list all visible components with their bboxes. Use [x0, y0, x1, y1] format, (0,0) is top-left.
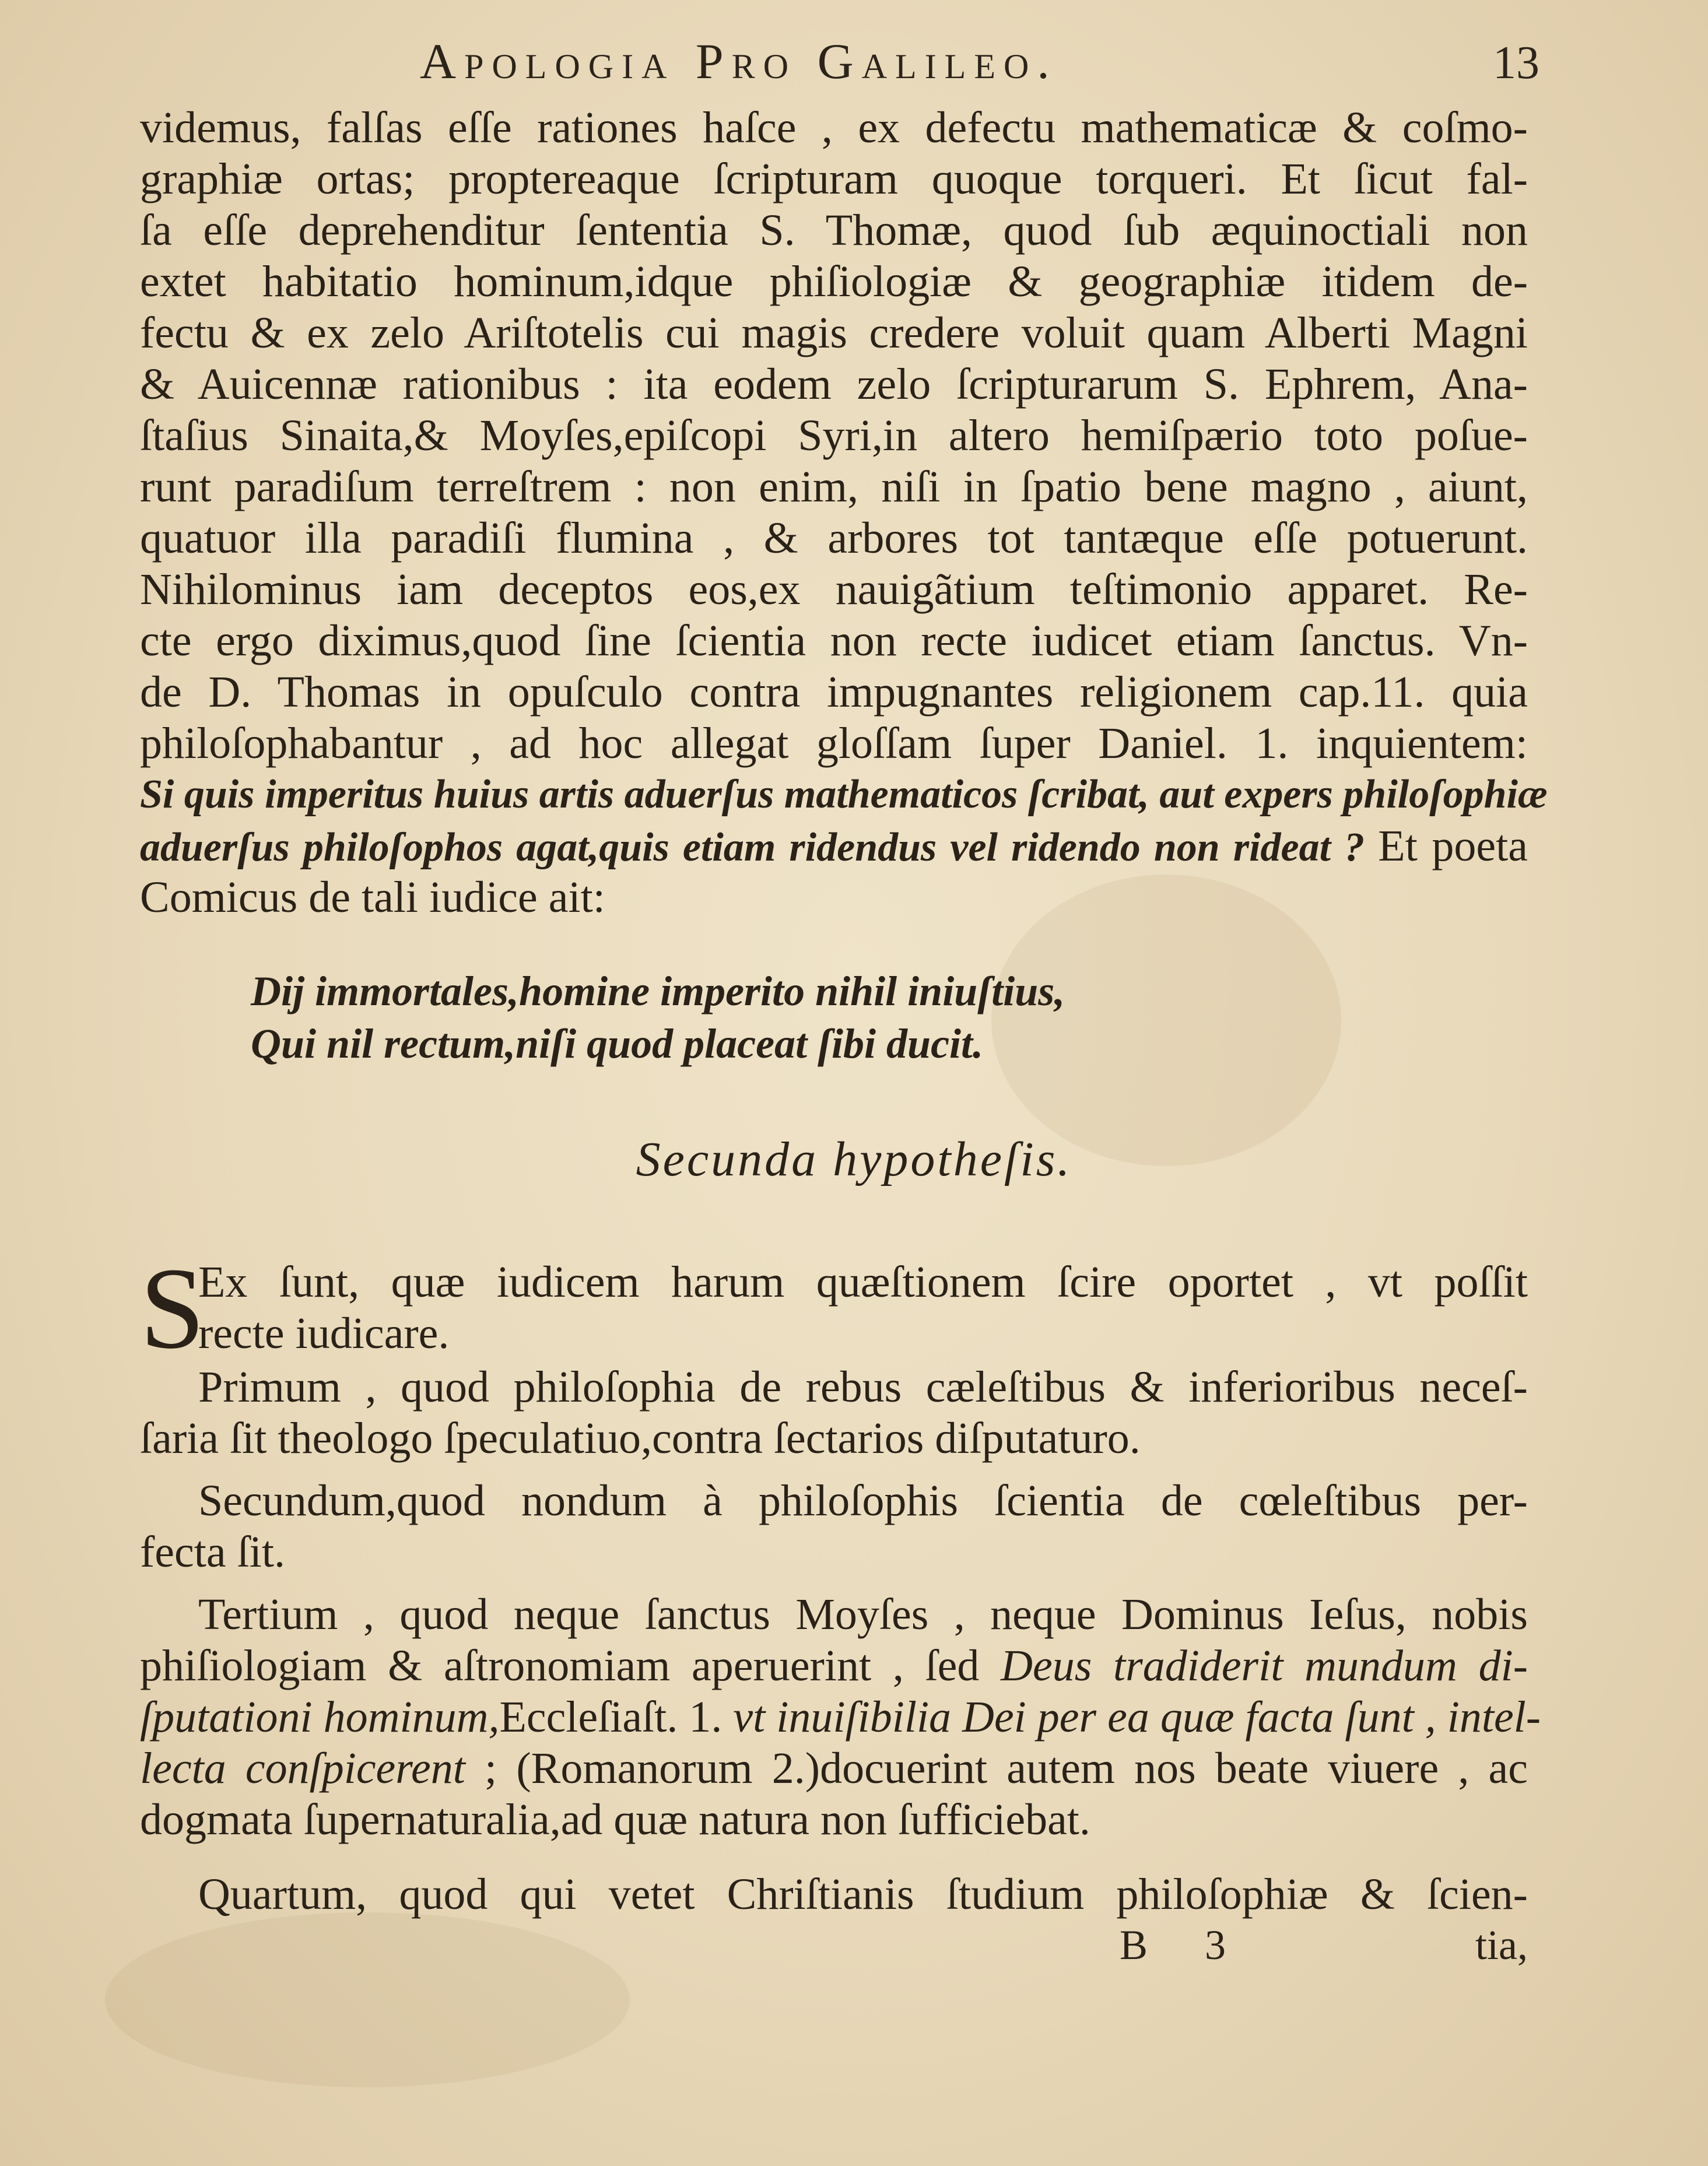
- text-line: ſa eſſe deprehenditur ſententia S. Thomæ, quod ſub æquinoctiali non: [140, 206, 1528, 255]
- text-line: cte ergo diximus,quod ſine ſcientia non recte iudicet etiam ſanctus. Vn-: [140, 616, 1528, 665]
- text-run-italic: Deus tradiderit mundum di-: [1001, 1641, 1528, 1690]
- text-line: videmus, falſas eſſe rationes haſce , ex defectu mathematicæ & coſmo-: [140, 103, 1528, 152]
- running-title: Apologia Pro Galileo.: [420, 33, 1058, 89]
- verse-quotation: [251, 965, 1417, 1070]
- text-line: de D. Thomas in opuſculo contra impugnantes religionem cap.11. quia: [140, 668, 1528, 717]
- text-run-italic: lecta conſpicerent: [140, 1744, 465, 1793]
- drop-capital: S: [140, 1244, 205, 1373]
- paragraph-tertium: [140, 1589, 1541, 1845]
- text-line: fectu & ex zelo Ariſtotelis cui magis credere voluit quam Alberti Magni: [140, 308, 1528, 357]
- continuation-text: Et poeta: [1378, 822, 1528, 870]
- text-line: Ex ſunt, quæ iudicem harum quæſtionem ſcire oportet , vt poſſit: [198, 1258, 1528, 1307]
- paragraph-secundum: [140, 1475, 1528, 1578]
- page-header: [0, 32, 1708, 96]
- text-run: phiſiologiam & aſtronomiam aperuerint , ſed: [140, 1641, 1001, 1690]
- text-line: philoſophabantur , ad hoc allegat gloſſam ſuper Daniel. 1. inquientem:: [140, 719, 1528, 768]
- text-line: ſaria ſit theologo ſpeculatiuo,contra ſectarios diſputaturo.: [140, 1414, 1141, 1463]
- text-line: [140, 1743, 1528, 1794]
- verse-line: Qui nil rectum,niſi quod placeat ſibi ducit.: [251, 1020, 984, 1067]
- quotation-line: Si quis imperitus huius artis aduerſus mathematicos ſcribat, aut expers philoſophiæ: [140, 772, 1548, 817]
- page-number: 13: [1493, 37, 1539, 89]
- main-text-block: [140, 102, 1548, 923]
- text-run-italic: ſputationi hominum,: [140, 1693, 500, 1742]
- text-line: Nihilominus iam deceptos eos,ex nauigãtium teſtimonio apparet. Re-: [140, 565, 1528, 614]
- text-line: recte iudicare.: [198, 1309, 450, 1358]
- text-line: ſtaſius Sinaita,& Moyſes,epiſcopi Syri,in altero hemiſpærio toto poſue-: [140, 411, 1528, 460]
- quotation-end: aduerſus philoſophos agat,quis etiam ridendus vel ridendo non rideat ?: [140, 825, 1365, 870]
- text-line: quatuor illa paradiſi flumina , & arbores tot tantæque eſſe potuerunt.: [140, 514, 1528, 563]
- text-line: fecta ſit.: [140, 1528, 285, 1577]
- text-run-italic: vt inuiſibilia Dei per ea quæ facta ſunt , intel-: [733, 1693, 1541, 1742]
- text-line: Quartum, quod qui vetet Chriſtianis ſtudium philoſophiæ & ſcien-: [198, 1870, 1528, 1919]
- text-line: [140, 1691, 1541, 1743]
- verse-line: Dij immortales,homine imperito nihil iniuſtius,: [251, 968, 1065, 1014]
- text-line: Tertium , quod neque ſanctus Moyſes , neque Dominus Ieſus, nobis: [198, 1590, 1528, 1639]
- text-line: dogmata ſupernaturalia,ad quæ natura non ſufficiebat.: [140, 1795, 1090, 1844]
- text-line: extet habitatio hominum,idque phiſiologiæ & geographiæ itidem de-: [140, 257, 1528, 306]
- text-line: Primum , quod philoſophia de rebus cæleſtibus & inferioribus neceſ-: [198, 1363, 1528, 1412]
- text-line: [140, 1640, 1528, 1691]
- catchword: tia,: [1475, 1922, 1528, 1968]
- paragraph-quartum: [140, 1869, 1528, 1920]
- signature-mark: B 3: [1120, 1922, 1250, 1968]
- text-line: & Auicennæ rationibus : ita eodem zelo ſcripturarum S. Ephrem, Ana-: [140, 360, 1528, 409]
- quotation-line-with-continuation: [140, 820, 1528, 872]
- text-run: Eccleſiaſt. 1.: [499, 1693, 734, 1742]
- text-line: Secundum,quod nondum à philoſophis ſcientia de cœleſtibus per-: [198, 1476, 1528, 1525]
- paragraph-intro: [198, 1256, 1528, 1359]
- section-title: Secunda hypotheſis.: [636, 1132, 1072, 1186]
- text-line: runt paradiſum terreſtrem : non enim, niſi in ſpatio bene magno , aiunt,: [140, 462, 1528, 511]
- paragraph-primum: [140, 1361, 1528, 1464]
- page-footer: [140, 1921, 1528, 1968]
- text-run: ; (Romanorum 2.)docuerint autem nos beate viuere , ac: [465, 1744, 1528, 1793]
- text-line: graphiæ ortas; proptereaque ſcripturam quoque torqueri. Et ſicut fal-: [140, 155, 1528, 203]
- text-line: Comicus de tali iudice ait:: [140, 873, 605, 922]
